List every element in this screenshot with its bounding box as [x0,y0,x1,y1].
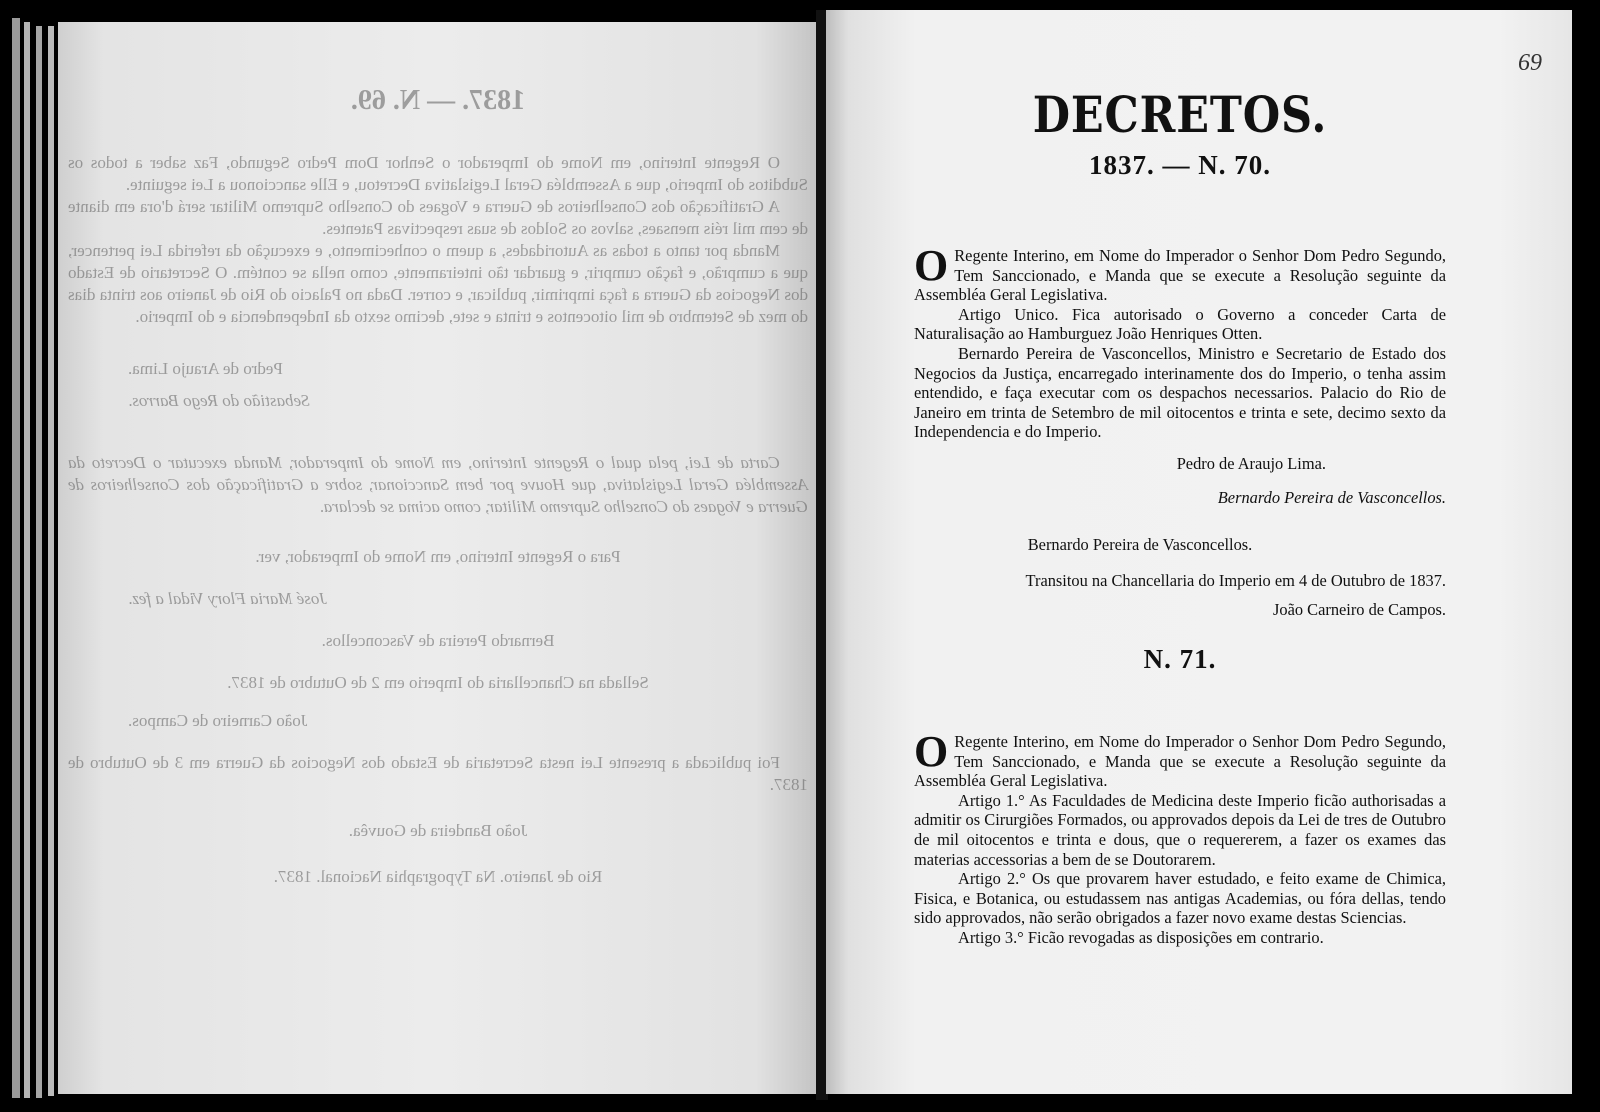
decree-closing: Bernardo Pereira de Vasconcellos, Ministro e Secretario de Estado dos Negocios da Justiça, encarregado interinamente dos do Imperio, o tenha assim entendido, e faça executar com os despachos necessarios. Palacio do Rio de Janeiro em trinta de Setembro de mil oitocentos e trinta e sete, decimo sexto da Independencia e do Imperio. [914,343,1446,442]
book-edge-inner [36,26,42,1098]
decree-article: Artigo 2.° Os que provarem haver estudado, e feito exame de Chimica, Fisica, e Botanica, ou estudassem nas antigas Academias, ou fóra dellas, tendo sido approvados, não serão obrigados a fazer novo exame destas Sciencias. [914,869,1446,928]
decree-intro-text: Regente Interino, em Nome do Imperador o Senhor Dom Pedro Segundo, Tem Sanccionado, e Manda que se execute a Resolução seguinte da Assembléa Geral Legislativa. [914,246,1446,305]
decree-article: Artigo 1.° As Faculdades de Medicina deste Imperio ficão authorisadas a admitir os Cirurgiões Formados, ou approvados depois da Lei de tres de Outubro de mil oitocentos e trinta e dous, que o requererem, a fazer os exames das materias accessorias a bem de se Doutorarem. [914,790,1446,869]
decree-article: Artigo Unico. Fica autorisado o Governo a conceder Carta de Naturalisação ao Hamburguez João Henriques Otten. [914,304,1446,344]
decree-intro [914,241,1446,305]
signature-minister: Bernardo Pereira de Vasconcellos. [1217,487,1446,507]
decree-intro [914,727,1446,791]
decree-71 [914,644,1446,674]
left-heading: 1837. — N. 69. [350,85,526,116]
book-edge-last [48,26,54,1096]
left-imprint: Rio de Janeiro. Na Typographia Nacional. 1837. [273,867,603,886]
bleed-through-text [68,82,808,1062]
left-paragraph: A Gratificação dos Conselheiros de Guerra e Vogaes do Conselho Supremo Militar será d'ora em diante de cem mil réis mensaes, salvos os Soldos de suas respectivas Patentes. [68,197,808,238]
section-title: DECRETOS. [1032,85,1328,144]
decree-number: N. 71. [1143,644,1217,674]
left-signature: João Carneiro de Campos. [128,711,308,730]
signature-chancellor: João Carneiro de Campos. [1273,600,1446,620]
decree-70-body [914,241,1446,620]
left-signature: Bernardo Pereira de Vasconcellos. [321,631,555,650]
left-paragraph: O Regente Interino, em Nome do Imperador o Senhor Dom Pedro Segundo, Faz saber a todos os Subditos do Imperio, que a Assembléa Geral Legislativa Decretou, e Elle sanccionou a Lei seguinte. [68,153,808,194]
left-signature: Sebastião do Rego Barros. [128,391,310,410]
right-page [826,10,1572,1094]
book-edge-outer [12,18,20,1098]
transit-note: Transitou na Chancellaria do Imperio em 4 de Outubro de 1837. [1025,570,1446,590]
decree-article: Artigo 3.° Ficão revogadas as disposições em contrario. [958,927,1324,947]
dropcap: O [914,241,949,290]
signature-regent: Pedro de Araujo Lima. [1176,453,1326,473]
dropcap: O [914,727,949,776]
left-page [58,22,816,1094]
decree-number: 1837. — N. 70. [1089,150,1271,180]
left-sellada: Sellada na Chancellaria do Imperio em 2 de Outubro de 1837. [227,673,649,692]
book-edge-mid [24,22,30,1098]
decree-71-body [914,727,1446,948]
decree-70 [914,150,1446,180]
left-fez: José Maria Flory Vidal a fez. [128,589,327,608]
left-carta: Carta de Lei, pela qual o Regente Interino, em Nome do Imperador, Manda executar o Decreto da Assembléa Geral Legislativa, que Houve por bem Sanccionar, sobre a Gratificação dos Conselheiros de Guerra e Vogaes do Conselho Supremo Militar, como acima se declara. [68,453,808,516]
page-number: 69 [1518,50,1542,76]
left-signature: Pedro de Araujo Lima. [128,359,283,378]
left-publicada: Foi publicada a presente Lei nesta Secretaria de Estado dos Negocios da Guerra em 3 de Outubro de 1837. [68,753,808,794]
left-paragraph: Manda por tanto a todas as Autoridades, a quem o conhecimento, e execução da referida Lei pertencer, que a cumprão, e fação cumprir, e guardar tão inteiramente, como nella se contém. O Secretario de Estado dos Negocios da Guerra a faça imprimir, publicar, e correr. Dada no Palacio do Rio de Janeiro aos trinta dias do mez de Setembro de mil oitocentos e trinta e sete, decimo sexto da Independencia e do Imperio. [68,241,808,326]
left-para-regente: Para o Regente Interino, em Nome do Imperador, ver. [255,547,621,566]
left-signature: João Bandeira de Gouvêa. [348,821,528,840]
decree-intro-text: Regente Interino, em Nome do Imperador o Senhor Dom Pedro Segundo, Tem Sanccionado, e Manda que se execute a Resolução seguinte da Assembléa Geral Legislativa. [914,732,1446,791]
signature-centered: Bernardo Pereira de Vasconcellos. [1027,535,1253,555]
